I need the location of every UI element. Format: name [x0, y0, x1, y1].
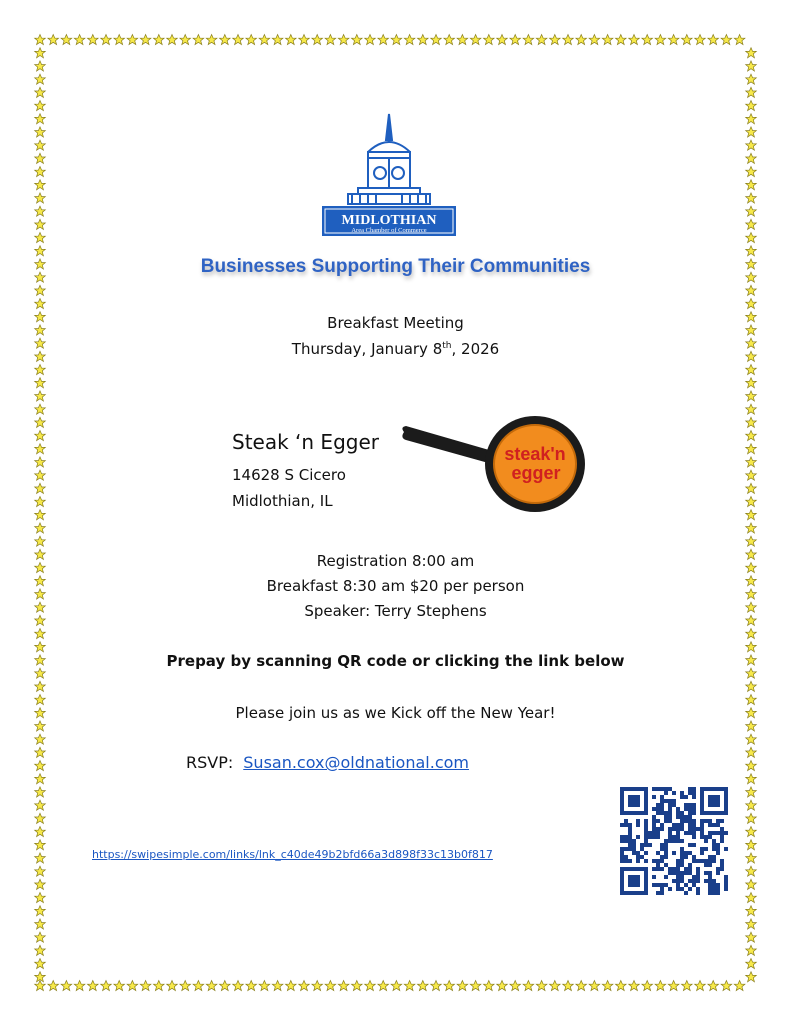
star-icon [746, 365, 757, 375]
star-icon [746, 127, 757, 137]
star-icon [746, 206, 757, 216]
skillet-text-1: steak'n [504, 444, 566, 464]
star-icon [246, 981, 257, 991]
venue-name: Steak ‘n Egger [232, 430, 379, 454]
star-icon [233, 35, 244, 45]
star-icon [272, 981, 283, 991]
star-icon [616, 981, 627, 991]
star-icon [259, 981, 270, 991]
star-icon [746, 959, 757, 969]
star-icon [746, 180, 757, 190]
star-icon [35, 893, 46, 903]
star-icon [259, 35, 270, 45]
star-icon [642, 981, 653, 991]
star-icon [602, 981, 613, 991]
star-icon [484, 981, 495, 991]
star-icon [338, 981, 349, 991]
star-icon [352, 35, 363, 45]
star-icon [312, 981, 323, 991]
prepay-note: Prepay by scanning QR code or clicking the link below [166, 652, 625, 670]
skillet-logo [400, 412, 590, 517]
star-icon [35, 945, 46, 955]
event-title: Breakfast Meeting [327, 314, 464, 332]
star-icon [101, 981, 112, 991]
star-icon [35, 774, 46, 784]
logo-name: MIDLOTHIAN [341, 213, 437, 228]
star-icon [35, 193, 46, 203]
star-icon [88, 981, 99, 991]
star-icon [682, 35, 693, 45]
star-icon [35, 167, 46, 177]
star-icon [655, 981, 666, 991]
star-icon [140, 35, 151, 45]
star-icon [35, 417, 46, 427]
star-icon [746, 497, 757, 507]
star-icon [746, 153, 757, 163]
star-icon [746, 681, 757, 691]
star-icon [61, 981, 72, 991]
star-icon [616, 35, 627, 45]
star-icon [746, 233, 757, 243]
star-icon [536, 35, 547, 45]
star-icon [510, 981, 521, 991]
star-icon [418, 35, 429, 45]
star-icon [746, 457, 757, 467]
star-icon [114, 35, 125, 45]
star-icon [746, 734, 757, 744]
star-icon [668, 981, 679, 991]
star-icon [746, 840, 757, 850]
star-icon [101, 35, 112, 45]
star-icon [35, 404, 46, 414]
star-icon [746, 932, 757, 942]
schedule-breakfast: Breakfast 8:30 am $20 per person [266, 577, 525, 595]
star-icon [167, 35, 178, 45]
event-date [0, 340, 791, 358]
star-icon [246, 35, 257, 45]
payment-link[interactable]: https://swipesimple.com/links/lnk_c40de49b2bfd66a3d898f33c13b0f817 [92, 848, 493, 861]
star-icon [35, 681, 46, 691]
star-icon [746, 866, 757, 876]
star-icon [746, 61, 757, 71]
schedule-registration: Registration 8:00 am [316, 552, 475, 570]
star-icon [746, 787, 757, 797]
star-icon [746, 642, 757, 652]
star-icon [470, 35, 481, 45]
star-icon [589, 35, 600, 45]
star-icon [127, 35, 138, 45]
star-icon [35, 457, 46, 467]
star-icon [35, 87, 46, 97]
star-icon [589, 981, 600, 991]
star-icon [746, 444, 757, 454]
star-icon [35, 219, 46, 229]
star-icon [378, 35, 389, 45]
star-icon [35, 840, 46, 850]
star-icon [746, 431, 757, 441]
star-icon [695, 981, 706, 991]
star-icon [286, 981, 297, 991]
star-icon [352, 981, 363, 991]
star-icon [378, 981, 389, 991]
star-icon [35, 180, 46, 190]
star-icon [444, 35, 455, 45]
star-icon [523, 35, 534, 45]
star-icon [457, 981, 468, 991]
star-icon [299, 35, 310, 45]
star-icon [35, 523, 46, 533]
star-icon [325, 35, 336, 45]
star-icon [48, 35, 59, 45]
star-icon [431, 35, 442, 45]
star-icon [746, 879, 757, 889]
star-icon [746, 523, 757, 533]
star-icon [35, 127, 46, 137]
star-icon [655, 35, 666, 45]
star-icon [35, 233, 46, 243]
star-icon [325, 981, 336, 991]
star-icon [35, 497, 46, 507]
star-icon [602, 35, 613, 45]
star-icon [35, 206, 46, 216]
star-icon [695, 35, 706, 45]
star-icon [708, 981, 719, 991]
star-icon [35, 853, 46, 863]
star-icon [746, 919, 757, 929]
star-icon [444, 981, 455, 991]
star-icon [35, 431, 46, 441]
star-icon [734, 981, 745, 991]
star-icon [35, 444, 46, 454]
star-icon [35, 246, 46, 256]
star-icon [35, 879, 46, 889]
star-icon [140, 981, 151, 991]
star-icon [682, 981, 693, 991]
rsvp-email-link[interactable]: Susan.cox@oldnational.com [243, 753, 469, 772]
star-icon [35, 510, 46, 520]
star-icon [746, 470, 757, 480]
star-icon [536, 981, 547, 991]
star-icon [629, 35, 640, 45]
star-icon [35, 536, 46, 546]
star-icon [286, 35, 297, 45]
star-icon [35, 642, 46, 652]
star-icon [484, 35, 495, 45]
star-icon [35, 959, 46, 969]
star-icon [418, 981, 429, 991]
star-icon [576, 981, 587, 991]
star-icon [746, 101, 757, 111]
star-icon [35, 721, 46, 731]
star-icon [167, 981, 178, 991]
star-icon [74, 981, 85, 991]
qr-code[interactable] [620, 787, 728, 895]
star-icon [746, 140, 757, 150]
rsvp-label: RSVP: [186, 753, 234, 772]
star-icon [365, 35, 376, 45]
star-icon [746, 510, 757, 520]
star-icon [746, 285, 757, 295]
star-icon [746, 391, 757, 401]
star-icon [35, 629, 46, 639]
star-icon [35, 919, 46, 929]
star-icon [35, 470, 46, 480]
star-icon [35, 391, 46, 401]
invite-note: Please join us as we Kick off the New Year! [235, 704, 556, 722]
event-date-year: , 2026 [451, 340, 500, 358]
star-icon [338, 35, 349, 45]
star-icon [35, 285, 46, 295]
star-icon [35, 61, 46, 71]
star-icon [746, 813, 757, 823]
star-icon [35, 74, 46, 84]
star-icon [746, 246, 757, 256]
star-icon [746, 721, 757, 731]
star-icon [35, 787, 46, 797]
star-icon [576, 35, 587, 45]
star-icon [312, 35, 323, 45]
star-icon [180, 35, 191, 45]
tagline: Businesses Supporting Their Communities [200, 256, 591, 277]
star-icon [721, 35, 732, 45]
star-icon [220, 981, 231, 991]
star-icon [61, 35, 72, 45]
star-icon [746, 629, 757, 639]
star-icon [457, 35, 468, 45]
star-icon [391, 981, 402, 991]
star-icon [35, 140, 46, 150]
star-icon [721, 981, 732, 991]
star-icon [746, 404, 757, 414]
star-icon [563, 981, 574, 991]
star-icon [746, 827, 757, 837]
star-icon [746, 536, 757, 546]
star-icon [299, 981, 310, 991]
star-icon [746, 74, 757, 84]
star-icon [746, 747, 757, 757]
star-icon [497, 35, 508, 45]
star-icon [88, 35, 99, 45]
star-icon [746, 483, 757, 493]
star-icon [35, 483, 46, 493]
star-icon [404, 35, 415, 45]
star-icon [35, 114, 46, 124]
star-icon [668, 35, 679, 45]
star-icon [35, 299, 46, 309]
star-icon [746, 417, 757, 427]
star-icon [708, 35, 719, 45]
star-icon [746, 299, 757, 309]
star-icon [391, 35, 402, 45]
star-icon [154, 981, 165, 991]
star-icon [154, 35, 165, 45]
star-icon [642, 35, 653, 45]
logo-subtitle: Area Chamber of Commerce [351, 227, 427, 234]
skillet-text-2: egger [511, 463, 561, 483]
chamber-logo [318, 112, 460, 238]
star-icon [746, 219, 757, 229]
star-icon [35, 734, 46, 744]
star-icon [35, 932, 46, 942]
venue-address-line1: 14628 S Cicero [232, 466, 346, 484]
star-icon [746, 167, 757, 177]
star-icon [35, 761, 46, 771]
star-icon [431, 981, 442, 991]
star-icon [523, 981, 534, 991]
star-icon [746, 945, 757, 955]
star-icon [220, 35, 231, 45]
star-icon [746, 853, 757, 863]
rsvp-line [186, 753, 469, 772]
star-icon [74, 35, 85, 45]
star-icon [746, 193, 757, 203]
star-icon [746, 87, 757, 97]
star-icon [233, 981, 244, 991]
event-date-prefix: Thursday, January 8 [291, 340, 443, 358]
star-icon [35, 48, 46, 58]
star-icon [272, 35, 283, 45]
star-icon [35, 800, 46, 810]
star-icon [365, 981, 376, 991]
star-icon [497, 981, 508, 991]
star-icon [746, 893, 757, 903]
star-icon [35, 365, 46, 375]
star-icon [35, 866, 46, 876]
star-icon [746, 774, 757, 784]
star-icon [180, 981, 191, 991]
star-icon [746, 972, 757, 982]
star-icon [550, 35, 561, 45]
star-icon [35, 378, 46, 388]
star-icon [746, 906, 757, 916]
star-icon [206, 981, 217, 991]
star-icon [35, 906, 46, 916]
venue-address-line2: Midlothian, IL [232, 492, 333, 510]
star-icon [193, 981, 204, 991]
star-icon [746, 114, 757, 124]
star-icon [746, 761, 757, 771]
star-icon [35, 101, 46, 111]
star-icon [734, 35, 745, 45]
star-icon [470, 981, 481, 991]
star-icon [193, 35, 204, 45]
star-icon [35, 747, 46, 757]
star-icon [35, 827, 46, 837]
star-icon [114, 981, 125, 991]
star-icon [206, 35, 217, 45]
star-icon [563, 35, 574, 45]
star-icon [510, 35, 521, 45]
star-icon [629, 981, 640, 991]
star-icon [404, 981, 415, 991]
star-icon [127, 981, 138, 991]
event-date-suffix: th [442, 341, 452, 351]
star-icon [35, 153, 46, 163]
star-icon [35, 813, 46, 823]
star-icon [746, 800, 757, 810]
star-icon [35, 35, 46, 45]
star-icon [746, 378, 757, 388]
star-icon [48, 981, 59, 991]
star-icon [550, 981, 561, 991]
schedule-speaker: Speaker: Terry Stephens [304, 602, 487, 620]
star-icon [746, 48, 757, 58]
